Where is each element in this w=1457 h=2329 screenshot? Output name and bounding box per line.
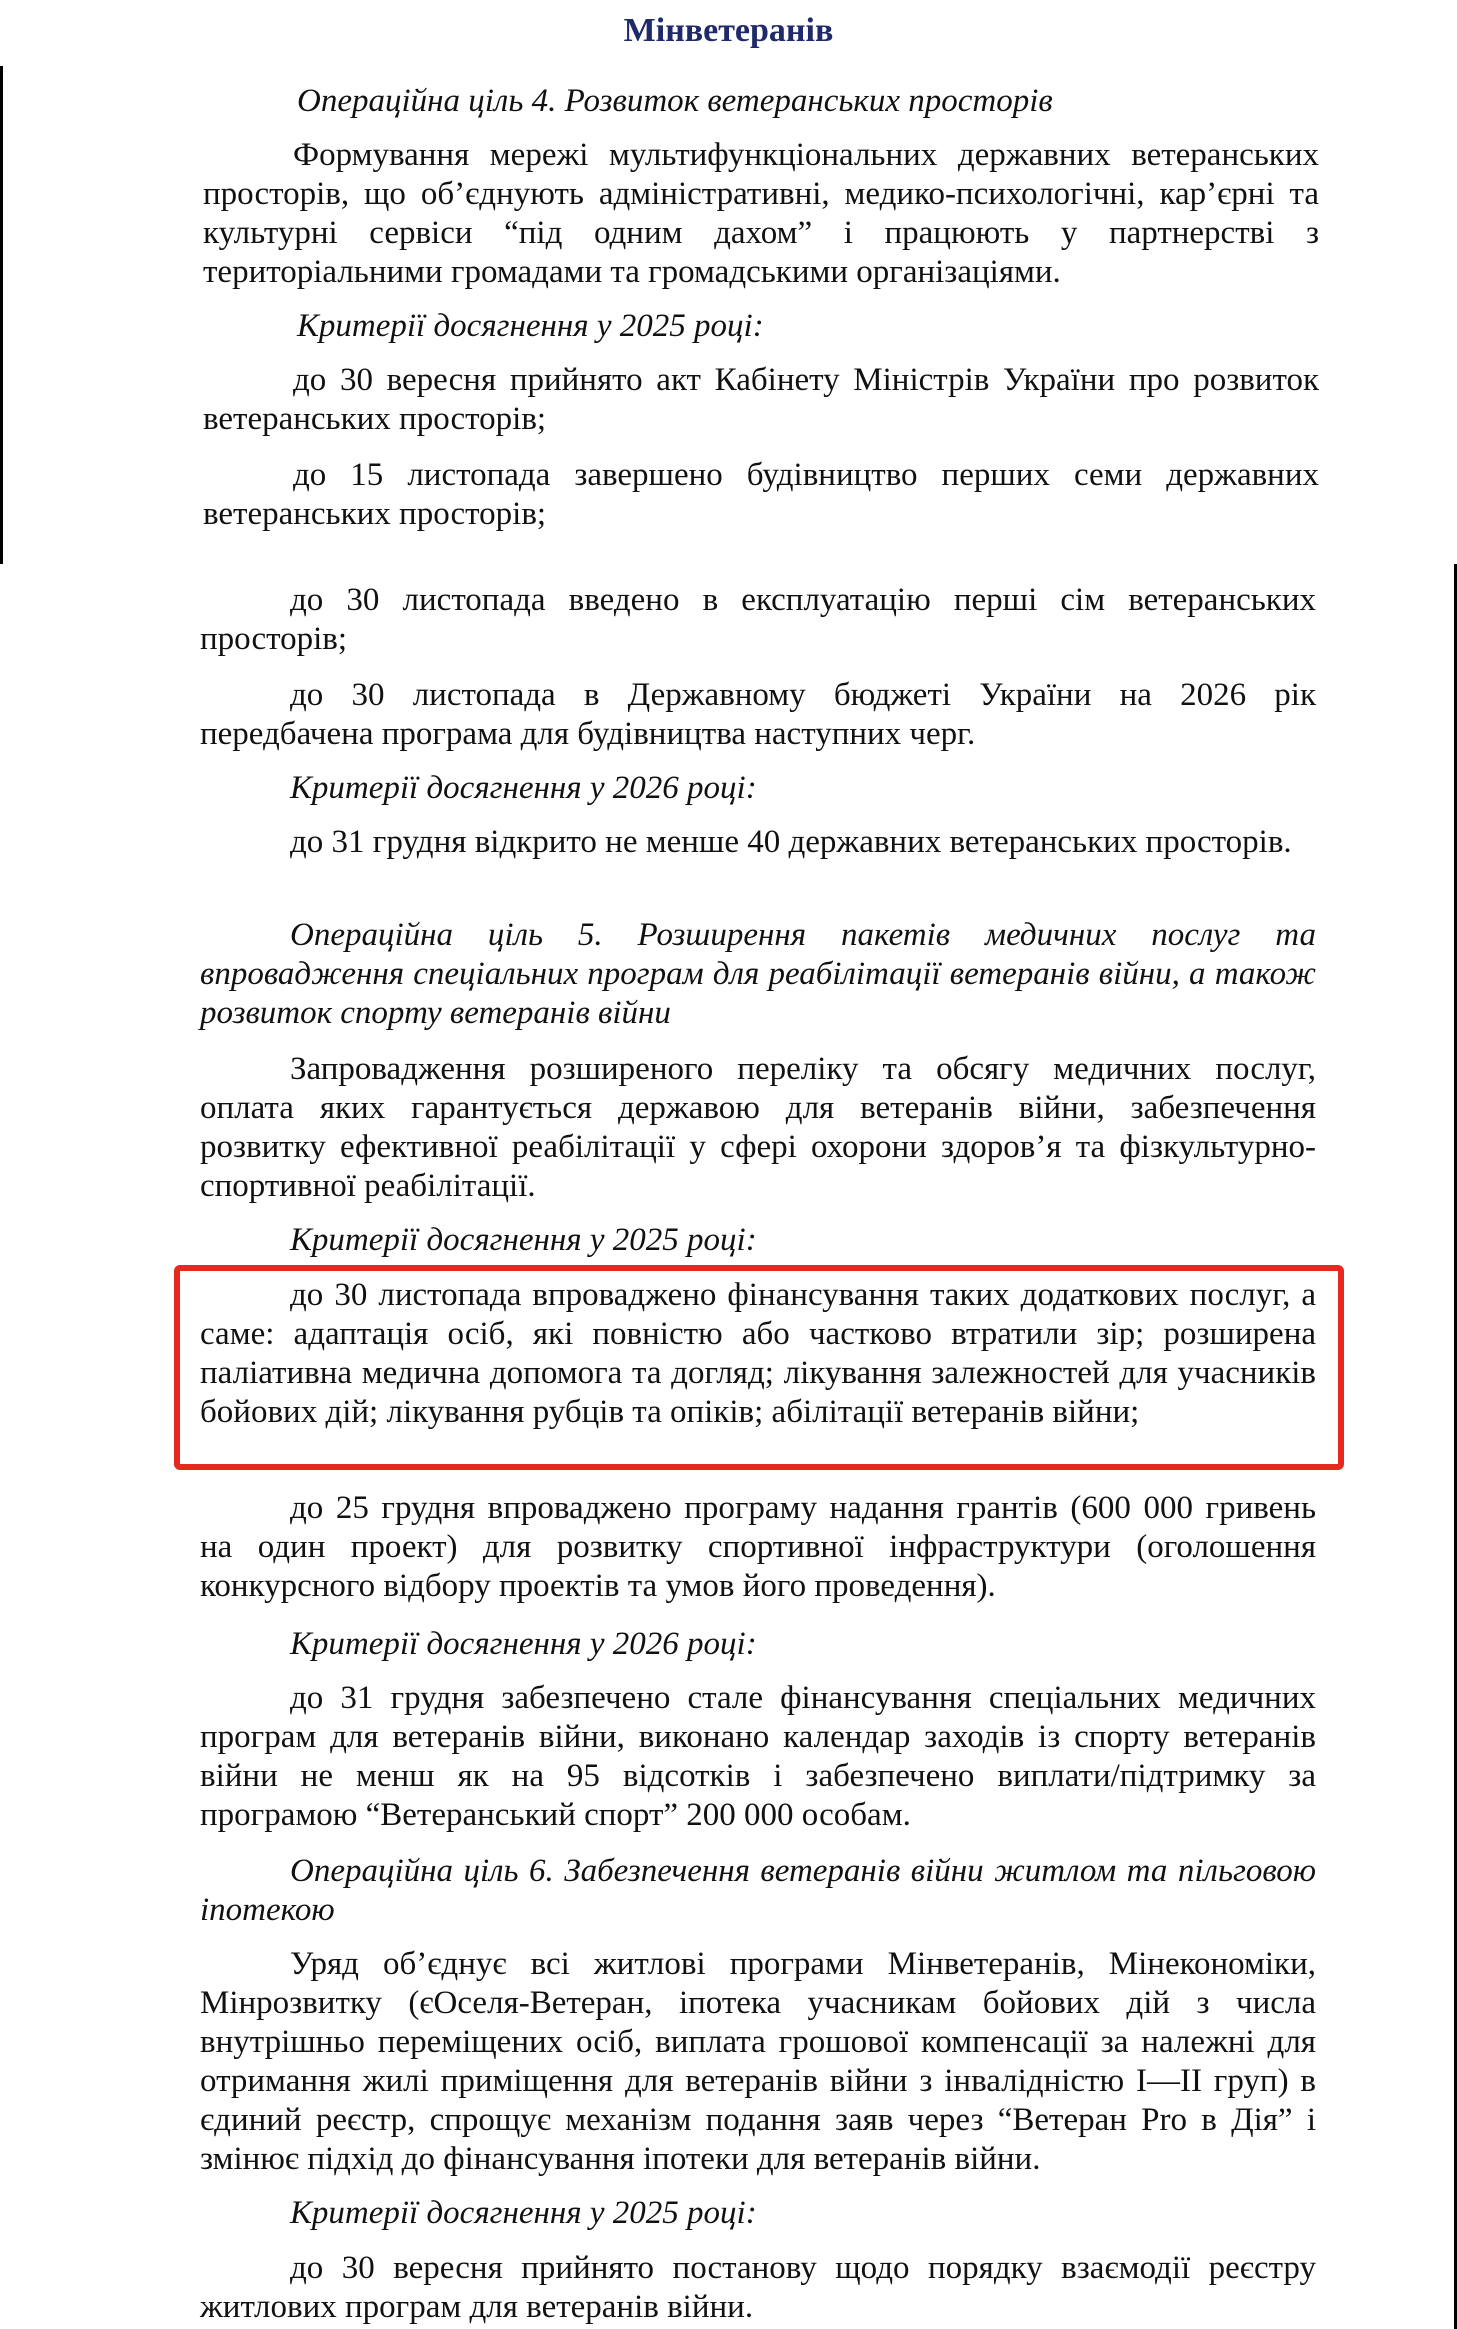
page-header-title: Мінветеранів	[623, 12, 834, 49]
goal-6-criteria-2025-heading: Критерії досягнення у 2025 році:	[290, 2195, 757, 2231]
goal-4-criterion-2026-1: до 31 грудня відкрито не менше 40 державних ветеранських просторів.	[290, 824, 1292, 860]
goal-4-description: Формування мережі мультифункціональних державних ветеранських просторів, що об’єднують адміністративні, медико-психологічні, кар’єрні та культурні сервіси “під одним дахом” і працюють у партнерстві з територіальними громадами та громадськими організаціями.	[203, 137, 1319, 290]
goal-6-title: Операційна ціль 6. Забезпечення ветеранів війни житлом та пільговою іпотекою	[200, 1853, 1316, 1928]
goal-5-criterion-2026-1: до 31 грудня забезпечено стале фінансування спеціальних медичних програм для ветеранів війни, виконано календар заходів із спорту ветеранів війни не менш як на 95 відсотків і забезпечено виплати/підтримку за програмою “Ветеранський спорт” 200 000 особам.	[200, 1680, 1316, 1833]
left-margin-rule	[0, 66, 3, 564]
goal-5-criteria-2025-heading: Критерії досягнення у 2025 році:	[290, 1222, 757, 1258]
goal-4-criteria-2026-heading: Критерії досягнення у 2026 році:	[290, 770, 757, 806]
goal-5-criteria-2026-heading: Критерії досягнення у 2026 році:	[290, 1626, 757, 1662]
goal-5-criterion-2025-2: до 25 грудня впроваджено програму надання грантів (600 000 гривень на один проект) для розвитку спортивної інфраструктури (оголошення конкурсного відбору проектів та умов його проведення).	[200, 1490, 1316, 1604]
goal-4-title: Операційна ціль 4. Розвиток ветеранських просторів	[297, 83, 1053, 119]
goal-4-criterion-2025-4: до 30 листопада в Державному бюджеті України на 2026 рік передбачена програма для будівництва наступних черг.	[200, 677, 1316, 752]
goal-4-criterion-2025-3: до 30 листопада введено в експлуатацію перші сім ветеранських просторів;	[200, 582, 1316, 657]
goal-4-criterion-2025-2: до 15 листопада завершено будівництво перших семи державних ветеранських просторів;	[203, 457, 1319, 532]
goal-5-title: Операційна ціль 5. Розширення пакетів медичних послуг та впровадження спеціальних програм для реабілітації ветеранів війни, а також розвиток спорту ветеранів війни	[200, 917, 1316, 1031]
highlight-frame	[174, 1265, 1344, 1470]
goal-4-criteria-2025-heading: Критерії досягнення у 2025 році:	[297, 308, 764, 344]
goal-6-description: Уряд об’єднує всі житлові програми Мінветеранів, Мінекономіки, Мінрозвитку (єОселя-Ветеран, іпотека учасникам бойових дій з числа внутрішньо переміщених осіб, виплата грошової компенсації за належні для отримання жилі приміщення для ветеранів війни з інвалідністю I—II груп) в єдиний реєстр, спрощує механізм подання заяв через “Ветеран Pro в Дія” і змінює підхід до фінансування іпотеки для ветеранів війни.	[200, 1946, 1316, 2177]
goal-4-criterion-2025-1: до 30 вересня прийнято акт Кабінету Міністрів України про розвиток ветеранських просторів;	[203, 362, 1319, 437]
goal-5-description: Запровадження розширеного переліку та обсягу медичних послуг, оплата яких гарантується державою для ветеранів війни, забезпечення розвитку ефективної реабілітації у сфері охорони здоров’я та фізкультурно-спортивної реабілітації.	[200, 1051, 1316, 1204]
goal-6-criterion-2025-1: до 30 вересня прийнято постанову щодо порядку взаємодії реєстру житлових програм для ветеранів війни.	[200, 2250, 1316, 2325]
goal-5-criterion-2025-1: до 30 листопада впроваджено фінансування таких додаткових послуг, а саме: адаптація осіб, які повністю або частково втратили зір; розширена паліативна медична допомога та догляд; лікування залежностей для учасників бойових дій; лікування рубців та опіків; абілітації ветеранів війни;	[200, 1277, 1316, 1430]
